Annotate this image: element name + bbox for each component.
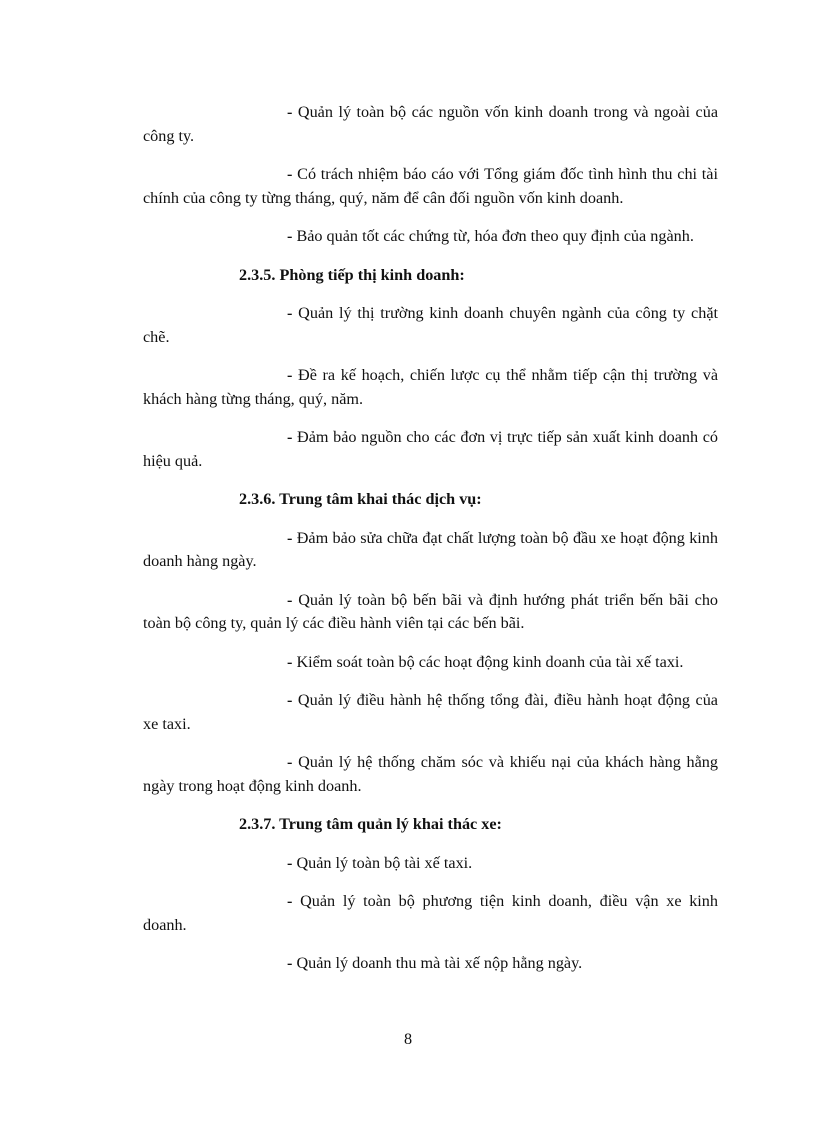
paragraph-manage-drivers — [143, 852, 718, 876]
paragraph-text: Bảo quản tốt các chứng từ, hóa đơn theo quy định của ngành. — [296, 227, 694, 245]
paragraph-ensure-repair — [143, 527, 718, 574]
paragraph-manage-vehicles — [143, 890, 718, 937]
paragraph-text: Quản lý toàn bộ các nguồn vốn kinh doanh trong và ngoài của công ty. — [143, 103, 719, 145]
paragraph-text: Quản lý toàn bộ phương tiện kinh doanh, điều vận xe kinh doanh. — [143, 892, 718, 934]
bullet-dash: - — [287, 954, 297, 972]
bullet-dash: - — [287, 753, 299, 771]
paragraph-text: Đảm bảo nguồn cho các đơn vị trực tiếp sản xuất kinh doanh có hiệu quả. — [143, 428, 719, 470]
paragraph-manage-revenue — [143, 952, 718, 976]
bullet-dash: - — [287, 227, 297, 245]
paragraph-report-ceo — [143, 163, 718, 210]
paragraph-manage-capital — [143, 101, 718, 148]
bullet-dash: - — [287, 853, 297, 872]
page-number: 8 — [403, 1030, 413, 1048]
bullet-dash: - — [287, 428, 298, 446]
paragraph-customer-care — [143, 751, 718, 798]
section-heading-2-3-5: 2.3.5. Phòng tiếp thị kinh doanh: — [239, 265, 465, 284]
paragraph-switchboard — [143, 689, 718, 736]
paragraph-text: Đề ra kế hoạch, chiến lược cụ thể nhằm tiếp cận thị trường và khách hàng từng tháng, quý, năm. — [143, 366, 719, 408]
bullet-dash: - — [287, 528, 297, 547]
paragraph-text: Quản lý toàn bộ bến bãi và định hướng phát triển bến bãi cho toàn bộ công ty, quản lý các điều hành viên tại các bến bãi. — [143, 590, 719, 632]
bullet-dash: - — [287, 165, 298, 183]
bullet-dash: - — [287, 590, 299, 609]
bullet-dash: - — [287, 691, 298, 709]
paragraph-control-drivers — [143, 651, 718, 675]
paragraph-strategy — [143, 364, 718, 411]
bullet-dash: - — [287, 103, 298, 121]
section-heading-2-3-6: 2.3.6. Trung tâm khai thác dịch vụ: — [239, 490, 482, 508]
paragraph-preserve-documents — [143, 225, 718, 249]
bullet-dash: - — [287, 652, 297, 671]
bullet-dash: - — [287, 366, 299, 384]
paragraph-text: Kiểm soát toàn bộ các hoạt động kinh doanh của tài xế taxi. — [296, 652, 684, 671]
paragraph-text: Quản lý doanh thu mà tài xế nộp hằng ngày. — [296, 954, 583, 972]
paragraph-manage-depots — [143, 589, 718, 636]
paragraph-text: Quản lý thị trường kinh doanh chuyên ngành của công ty chặt chẽ. — [143, 304, 718, 346]
page-body — [143, 101, 718, 991]
paragraph-text: Có trách nhiệm báo cáo với Tổng giám đốc tình hình thu chi tài chính của công ty từng tháng, quý, năm để cân đối nguồn vốn kinh doanh. — [143, 165, 718, 207]
section-heading-2-3-7: 2.3.7. Trung tâm quản lý khai thác xe: — [239, 815, 502, 833]
paragraph-manage-market — [143, 302, 718, 349]
bullet-dash: - — [287, 304, 299, 322]
paragraph-text: Quản lý toàn bộ tài xế taxi. — [296, 853, 473, 872]
bullet-dash: - — [287, 892, 301, 910]
paragraph-text: Quản lý điều hành hệ thống tổng đài, điều hành hoạt động của xe taxi. — [143, 691, 718, 733]
paragraph-text: Đảm bảo sửa chữa đạt chất lượng toàn bộ đầu xe hoạt động kinh doanh hàng ngày. — [143, 528, 718, 570]
paragraph-ensure-source — [143, 426, 718, 473]
paragraph-text: Quản lý hệ thống chăm sóc và khiếu nại của khách hàng hằng ngày trong hoạt động kinh doanh. — [143, 753, 718, 795]
